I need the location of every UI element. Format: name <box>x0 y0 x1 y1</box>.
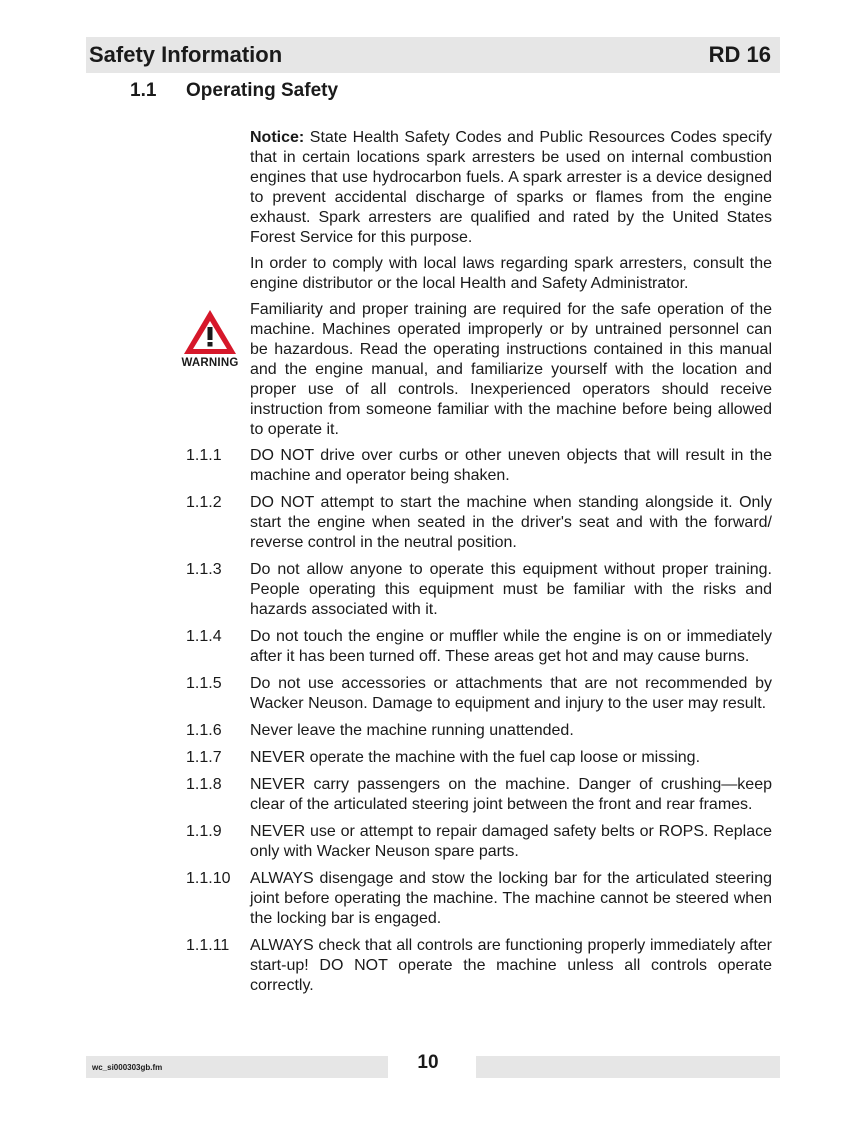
footer-bar-right <box>476 1056 780 1078</box>
content <box>181 128 772 1003</box>
list-item <box>186 627 772 667</box>
list-item <box>186 446 772 486</box>
item-text: DO NOT attempt to start the machine when standing alongside it. Only start the engine when seated in the driver's seat and with the forward/ reverse control in the neutral position. <box>250 494 772 551</box>
notice-label: Notice: <box>250 129 305 146</box>
section-title: Operating Safety <box>186 80 339 101</box>
header-bar <box>86 37 780 73</box>
item-number: 1.1.4 <box>186 628 222 645</box>
item-number: 1.1.1 <box>186 447 222 464</box>
item-text: Do not touch the engine or muffler while the engine is on or immediately after it has been turned off. These areas get hot and may cause burns. <box>250 628 772 665</box>
item-number: 1.1.8 <box>186 776 222 793</box>
item-number: 1.1.3 <box>186 561 222 578</box>
header-title: Safety Information <box>89 42 283 67</box>
list-item <box>186 775 772 815</box>
footer-filename: wc_si000303gb.fm <box>86 1056 388 1078</box>
item-number: 1.1.5 <box>186 675 222 692</box>
item-text: ALWAYS disengage and stow the locking bar for the articulated steering joint before operating the machine. The machine cannot be steered when the locking bar is engaged. <box>250 870 772 927</box>
list-item <box>186 869 772 929</box>
section-number: 1.1 <box>130 80 157 101</box>
warning-symbol <box>180 308 240 369</box>
item-number: 1.1.7 <box>186 749 222 766</box>
item-number: 1.1.2 <box>186 494 222 511</box>
item-number: 1.1.6 <box>186 722 222 739</box>
warning-triangle-icon <box>182 308 238 356</box>
compliance-paragraph: In order to comply with local laws regarding spark arresters, consult the engine distributor or the local Health and Safety Administrator. <box>250 255 772 292</box>
warning-label: WARNING <box>181 357 239 369</box>
header-model: RD 16 <box>708 42 771 67</box>
list-item <box>186 822 772 862</box>
item-number: 1.1.10 <box>186 870 231 887</box>
notice-paragraph <box>250 128 772 248</box>
notice-text: State Health Safety Codes and Public Resources Codes specify that in certain locations spark arresters be used on internal combustion engines that use hydrocarbon fuels. A spark arrester is a device designed to prevent accidental discharge of sparks or flames from the engine exhaust. Spark arresters are qualified and rated by the United States Forest Service for this purpose. <box>250 129 772 246</box>
list-item <box>186 674 772 714</box>
item-text: NEVER carry passengers on the machine. Danger of crushing—keep clear of the articulated steering joint between the front and rear frames. <box>250 776 772 813</box>
list-item <box>186 560 772 620</box>
item-text: Never leave the machine running unattended. <box>250 722 574 739</box>
section-heading <box>130 80 338 102</box>
item-text: NEVER operate the machine with the fuel cap loose or missing. <box>250 749 701 766</box>
list-item <box>186 493 772 553</box>
item-text: DO NOT drive over curbs or other uneven objects that will result in the machine and operator being shaken. <box>250 447 772 484</box>
safety-list <box>186 446 772 996</box>
item-text: NEVER use or attempt to repair damaged safety belts or ROPS. Replace only with Wacker Neuson spare parts. <box>250 823 772 860</box>
warning-text: Familiarity and proper training are required for the safe operation of the machine. Machines operated improperly or by untrained personnel can be hazardous. Read the operating instructions contained in this manual and the engine manual, and familiarize yourself with the location and proper use of all controls. Inexperienced operators should receive instruction from someone familiar with the machine before being allowed to operate it. <box>250 301 772 438</box>
item-number: 1.1.9 <box>186 823 222 840</box>
list-item <box>186 748 772 768</box>
item-text: Do not use accessories or attachments that are not recommended by Wacker Neuson. Damage to equipment and injury to the user may result. <box>250 675 772 712</box>
list-item <box>186 721 772 741</box>
item-number: 1.1.11 <box>186 937 230 954</box>
item-text: Do not allow anyone to operate this equipment without proper training. People operating this equipment must be familiar with the risks and hazards associated with it. <box>250 561 772 618</box>
list-item <box>186 936 772 996</box>
warning-block <box>181 300 772 440</box>
page-number: 10 <box>417 1052 439 1073</box>
item-text: ALWAYS check that all controls are functioning properly immediately after start-up! DO NOT operate the machine unless all controls operate correctly. <box>250 937 772 994</box>
